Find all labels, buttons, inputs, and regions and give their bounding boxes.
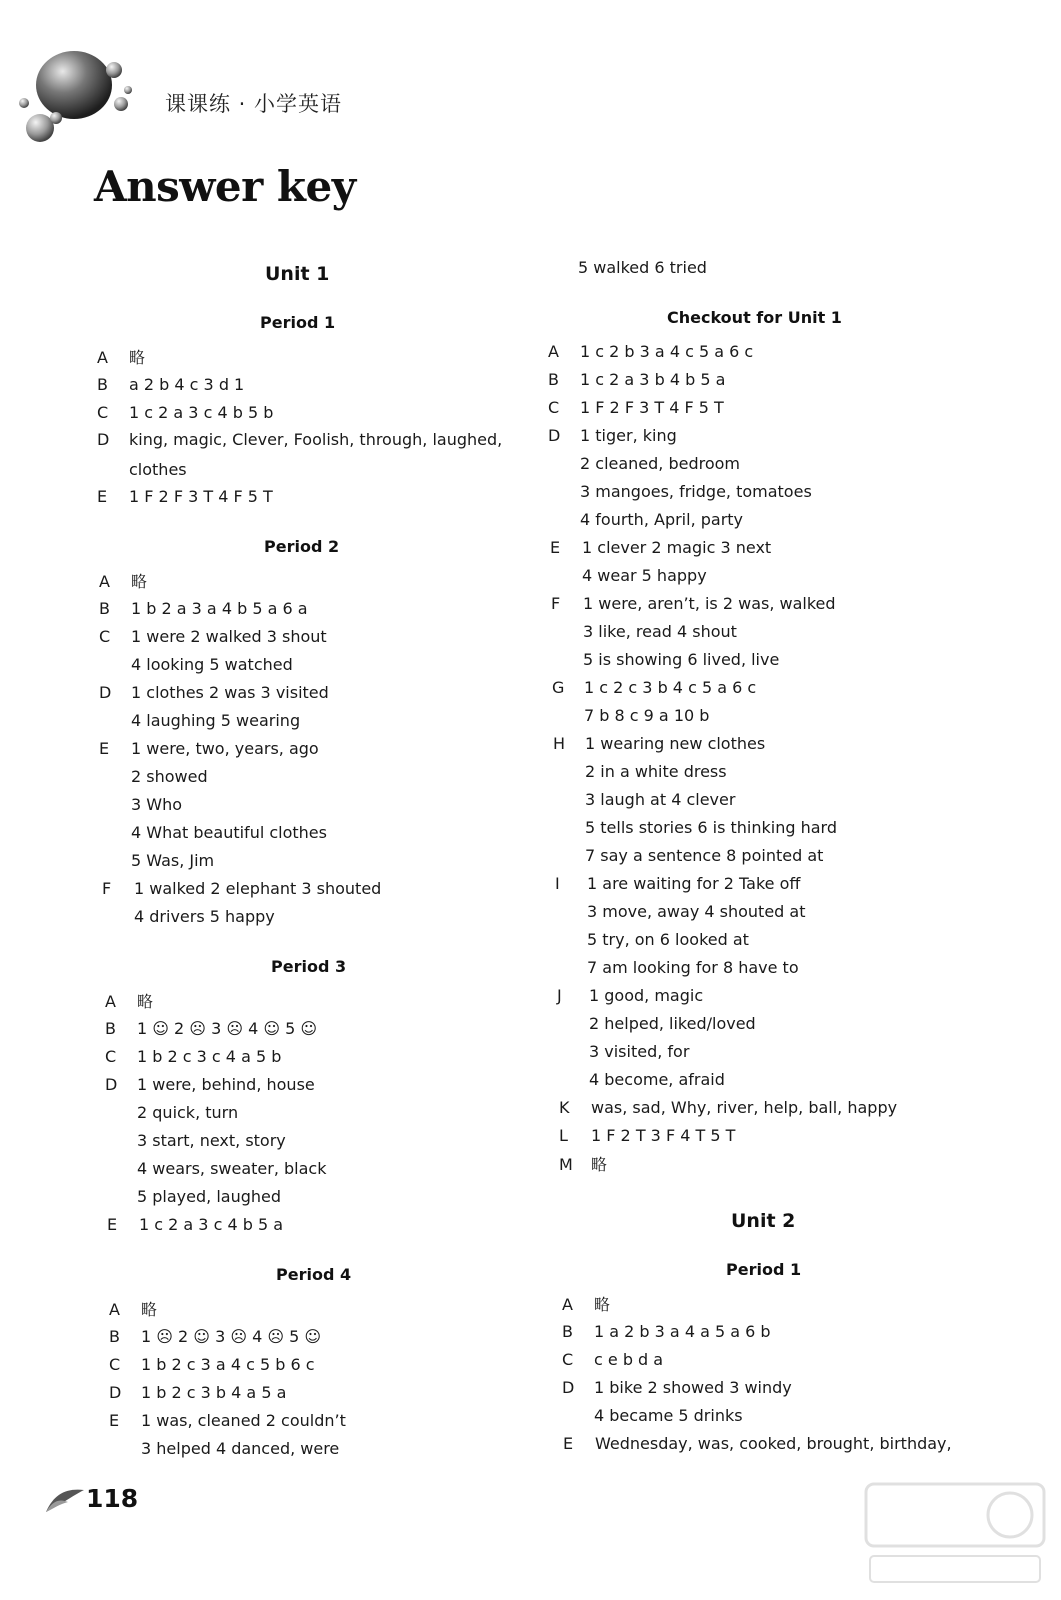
- answer-line: [109, 1298, 157, 1322]
- answer-text: 1 F 2 F 3 T 4 F 5 T: [580, 398, 724, 417]
- answer-text: 7 say a sentence 8 pointed at: [585, 846, 824, 865]
- answer-label: C: [562, 1350, 574, 1369]
- answer-line: [562, 1293, 610, 1317]
- answer-line: [102, 905, 275, 929]
- answer-line: [557, 1040, 689, 1064]
- answer-line: [102, 877, 381, 901]
- answer-label: L: [559, 1126, 568, 1145]
- answer-line: [99, 765, 208, 789]
- answer-line: [107, 1213, 283, 1237]
- answer-text: 3 laugh at 4 clever: [585, 790, 736, 809]
- answer-text: 1 c 2 b 3 a 4 c 5 a 6 c: [580, 342, 754, 361]
- answer-label: D: [105, 1075, 118, 1094]
- answer-label: A: [105, 992, 116, 1011]
- answer-line: [562, 1320, 771, 1344]
- answer-line: [99, 653, 293, 677]
- answer-text: 2 in a white dress: [585, 762, 727, 781]
- answer-line: [557, 1012, 756, 1036]
- answer-line: [97, 346, 145, 370]
- answer-text: 1 were 2 walked 3 shout: [131, 627, 327, 646]
- answer-label: D: [97, 430, 110, 449]
- answer-line: [555, 956, 799, 980]
- answer-label: A: [99, 572, 110, 591]
- answer-text: 略: [131, 572, 148, 591]
- answer-label: D: [99, 683, 112, 702]
- answer-line: [562, 1376, 792, 1400]
- answer-text: 1 b 2 c 3 a 4 c 5 b 6 c: [141, 1355, 315, 1374]
- answer-text: 3 Who: [131, 795, 183, 814]
- answer-line: [553, 844, 823, 868]
- answer-text: 4 wear 5 happy: [582, 566, 707, 585]
- answer-text: 1 F 2 T 3 F 4 T 5 T: [591, 1126, 736, 1145]
- answer-text: 1 b 2 a 3 a 4 b 5 a 6 a: [131, 599, 308, 618]
- answer-text: 略: [591, 1155, 608, 1174]
- answer-label: D: [562, 1378, 575, 1397]
- bubbles-logo: [14, 40, 144, 155]
- answer-label: A: [97, 348, 108, 367]
- answer-text: 5 try, on 6 looked at: [587, 930, 749, 949]
- answer-line: [105, 990, 153, 1014]
- leaf-icon: [44, 1484, 86, 1514]
- answer-label: B: [109, 1327, 120, 1346]
- answer-label: H: [553, 734, 566, 753]
- answer-line: [553, 816, 837, 840]
- answer-text: a 2 b 4 c 3 d 1: [129, 375, 245, 394]
- answer-text: 略: [141, 1300, 158, 1319]
- answer-text: 2 helped, liked/loved: [589, 1014, 756, 1033]
- answer-line: [562, 1348, 663, 1372]
- answer-label: A: [562, 1295, 573, 1314]
- answer-label: E: [563, 1434, 574, 1453]
- answer-label: C: [548, 398, 560, 417]
- answer-text: c e b d a: [594, 1350, 664, 1369]
- answer-line: [550, 564, 707, 588]
- answer-label: M: [559, 1155, 573, 1174]
- answer-line: [553, 788, 735, 812]
- answer-label: E: [550, 538, 561, 557]
- answer-text: 3 mangoes, fridge, tomatoes: [580, 482, 812, 501]
- answer-label: J: [557, 986, 562, 1005]
- answer-line: [550, 536, 771, 560]
- answer-label: K: [559, 1098, 570, 1117]
- answer-line: [105, 1045, 281, 1069]
- answer-line: [548, 480, 812, 504]
- answer-text: 1 ☹ 2 ☺ 3 ☹ 4 ☹ 5 ☺: [141, 1327, 322, 1346]
- page-number: 118: [86, 1484, 139, 1513]
- answer-line: [553, 732, 765, 756]
- answer-label: C: [109, 1355, 121, 1374]
- answer-line: [559, 1124, 735, 1148]
- answer-line: [555, 928, 749, 952]
- period-heading: Period 4: [276, 1265, 352, 1284]
- answer-line: [109, 1353, 315, 1377]
- answer-line: [105, 1157, 327, 1181]
- answer-text: 1 wearing new clothes: [585, 734, 766, 753]
- answer-label: E: [99, 739, 110, 758]
- answer-text: 4 drivers 5 happy: [134, 907, 275, 926]
- answer-line: [99, 597, 308, 621]
- period-heading: Period 3: [271, 957, 347, 976]
- period-heading: Period 2: [264, 537, 340, 556]
- answer-text: 1 F 2 F 3 T 4 F 5 T: [129, 487, 273, 506]
- answer-text: 1 tiger, king: [580, 426, 677, 445]
- book-title: 课课练 · 小学英语: [165, 92, 343, 116]
- answer-text: 1 were, two, years, ago: [131, 739, 319, 758]
- answer-text: 2 cleaned, bedroom: [580, 454, 741, 473]
- answer-text: 1 clothes 2 was 3 visited: [131, 683, 329, 702]
- answer-line: [97, 458, 187, 482]
- answer-label: F: [102, 879, 112, 898]
- answer-text: 1 c 2 a 3 b 4 b 5 a: [580, 370, 726, 389]
- answer-text: 1 c 2 a 3 c 4 b 5 a: [139, 1215, 284, 1234]
- answer-label: B: [562, 1322, 573, 1341]
- answer-text: 略: [594, 1295, 611, 1314]
- answer-label: B: [105, 1019, 116, 1038]
- answer-line: [97, 373, 244, 397]
- answer-text: 4 laughing 5 wearing: [131, 711, 301, 730]
- answer-line: [109, 1325, 321, 1349]
- answer-text: 4 wears, sweater, black: [137, 1159, 327, 1178]
- answer-text: 5 Was, Jim: [131, 851, 215, 870]
- answer-line: [109, 1437, 339, 1461]
- unit-heading: Unit 2: [731, 1210, 796, 1232]
- answer-line: [548, 396, 724, 420]
- answer-label: D: [109, 1383, 122, 1402]
- answer-label: A: [109, 1300, 120, 1319]
- answer-line: [559, 1153, 607, 1177]
- answer-label: G: [552, 678, 565, 697]
- answer-line: [548, 368, 725, 392]
- answer-label: E: [97, 487, 108, 506]
- answer-line: [552, 704, 709, 728]
- answer-line: [548, 424, 677, 448]
- answer-line: [109, 1381, 286, 1405]
- answer-line: [562, 1404, 743, 1428]
- answer-line: [563, 1432, 952, 1456]
- answer-line: [551, 620, 737, 644]
- answer-label: C: [99, 627, 111, 646]
- answer-line: [105, 1101, 238, 1125]
- answer-text: 1 ☺ 2 ☹ 3 ☹ 4 ☺ 5 ☺: [137, 1019, 318, 1038]
- answer-line: [559, 1096, 897, 1120]
- answer-text: 7 am looking for 8 have to: [587, 958, 799, 977]
- answer-line: [109, 1409, 346, 1433]
- answer-line: [105, 1073, 315, 1097]
- answer-line: [555, 872, 800, 896]
- answer-text: 1 were, aren’t, is 2 was, walked: [583, 594, 836, 613]
- answer-text: 4 fourth, April, party: [580, 510, 744, 529]
- answer-label: F: [551, 594, 561, 613]
- answer-line: [105, 1017, 317, 1041]
- answer-text: 5 played, laughed: [137, 1187, 281, 1206]
- answer-text: 1 c 2 c 3 b 4 c 5 a 6 c: [584, 678, 757, 697]
- answer-line: [557, 984, 703, 1008]
- answer-line: [551, 648, 779, 672]
- checkout-heading: Checkout for Unit 1: [667, 308, 842, 327]
- answer-text: 1 a 2 b 3 a 4 a 5 a 6 b: [594, 1322, 771, 1341]
- answer-line: 5 walked 6 tried: [578, 258, 707, 277]
- watermark-logo: [860, 1478, 1050, 1590]
- answer-line: [548, 452, 740, 476]
- answer-text: 4 become, afraid: [589, 1070, 725, 1089]
- answer-label: I: [555, 874, 560, 893]
- answer-line: [548, 340, 753, 364]
- unit-heading: Unit 1: [265, 263, 330, 285]
- answer-label: C: [97, 403, 109, 422]
- answer-label: E: [109, 1411, 120, 1430]
- answer-text: 略: [129, 348, 146, 367]
- answer-text: king, magic, Clever, Foolish, through, laughed,: [129, 430, 503, 449]
- answer-text: 3 like, read 4 shout: [583, 622, 737, 641]
- answer-label: D: [548, 426, 561, 445]
- answer-line: [548, 508, 743, 532]
- answer-text: 4 looking 5 watched: [131, 655, 293, 674]
- answer-text: 2 showed: [131, 767, 208, 786]
- answer-line: [99, 793, 182, 817]
- answer-label: B: [97, 375, 108, 394]
- period-heading: Period 1: [260, 313, 336, 332]
- page-title: Answer key: [94, 162, 356, 211]
- answer-text: 1 good, magic: [589, 986, 704, 1005]
- answer-line: [105, 1185, 281, 1209]
- answer-line: [555, 900, 805, 924]
- answer-line: [99, 681, 329, 705]
- answer-text: clothes: [129, 460, 187, 479]
- answer-text: 4 became 5 drinks: [594, 1406, 743, 1425]
- answer-line: [99, 737, 319, 761]
- answer-label: B: [99, 599, 110, 618]
- answer-text: 2 quick, turn: [137, 1103, 239, 1122]
- answer-line: [97, 428, 502, 452]
- answer-line: [105, 1129, 286, 1153]
- answer-text: Wednesday, was, cooked, brought, birthday,: [595, 1434, 952, 1453]
- answer-line: [553, 760, 727, 784]
- answer-text: 4 What beautiful clothes: [131, 823, 327, 842]
- answer-line: [552, 676, 756, 700]
- answer-text: 3 start, next, story: [137, 1131, 286, 1150]
- answer-line: [99, 625, 327, 649]
- answer-text: 7 b 8 c 9 a 10 b: [584, 706, 710, 725]
- answer-line: [551, 592, 836, 616]
- answer-text: 1 were, behind, house: [137, 1075, 315, 1094]
- answer-text: 1 bike 2 showed 3 windy: [594, 1378, 792, 1397]
- answer-text: 5 is showing 6 lived, live: [583, 650, 780, 669]
- answer-label: E: [107, 1215, 118, 1234]
- answer-line: [99, 709, 300, 733]
- answer-text: 5 tells stories 6 is thinking hard: [585, 818, 838, 837]
- answer-line: [99, 570, 147, 594]
- answer-label: C: [105, 1047, 117, 1066]
- answer-line: [99, 849, 214, 873]
- answer-line: [97, 401, 273, 425]
- answer-text: 略: [137, 992, 154, 1011]
- answer-line: [99, 821, 327, 845]
- answer-text: 3 visited, for: [589, 1042, 690, 1061]
- answer-text: 1 c 2 a 3 c 4 b 5 b: [129, 403, 274, 422]
- answer-label: A: [548, 342, 559, 361]
- answer-text: 1 b 2 c 3 b 4 a 5 a: [141, 1383, 287, 1402]
- answer-text: 1 are waiting for 2 Take off: [587, 874, 801, 893]
- answer-text: was, sad, Why, river, help, ball, happy: [591, 1098, 898, 1117]
- answer-text: 1 was, cleaned 2 couldn’t: [141, 1411, 346, 1430]
- answer-label: B: [548, 370, 559, 389]
- answer-text: 3 helped 4 danced, were: [141, 1439, 340, 1458]
- answer-text: 1 walked 2 elephant 3 shouted: [134, 879, 382, 898]
- answer-line: [97, 485, 273, 509]
- answer-text: 3 move, away 4 shouted at: [587, 902, 806, 921]
- answer-text: 1 clever 2 magic 3 next: [582, 538, 772, 557]
- period-heading: Period 1: [726, 1260, 802, 1279]
- answer-text: 1 b 2 c 3 c 4 a 5 b: [137, 1047, 282, 1066]
- answer-line: [557, 1068, 725, 1092]
